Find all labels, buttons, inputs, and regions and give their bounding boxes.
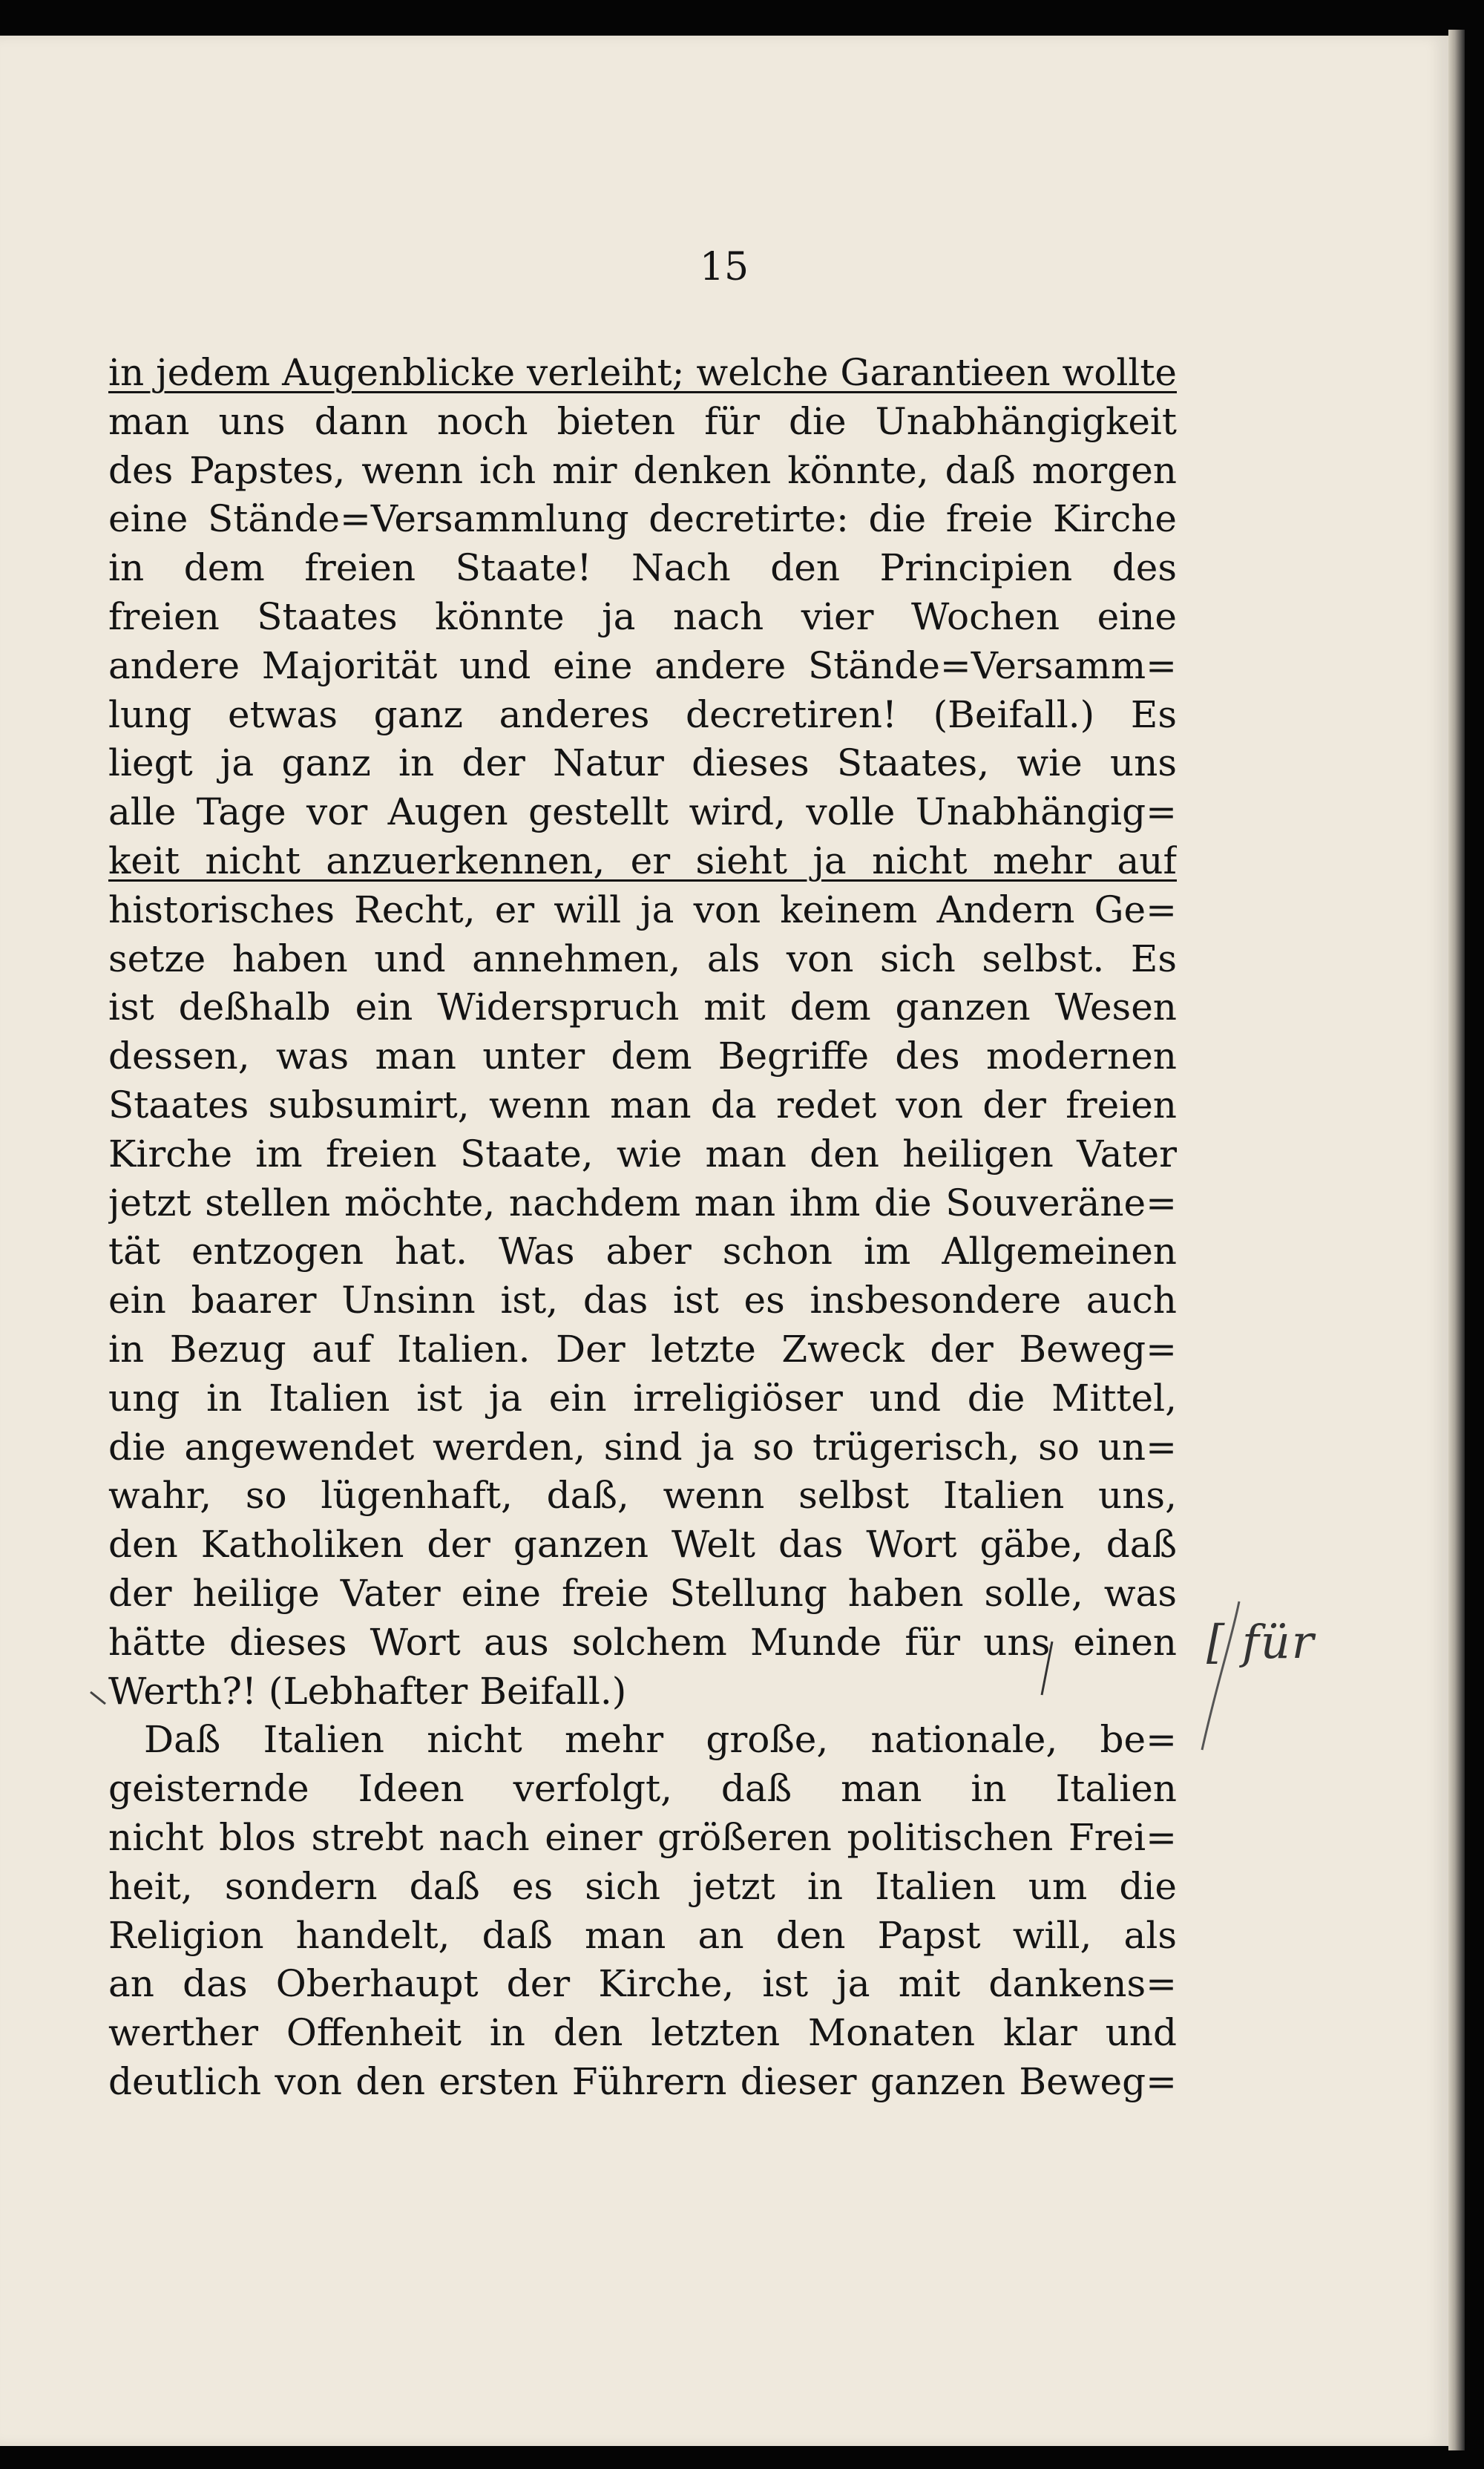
- book-page: [0, 36, 1448, 2446]
- page-number: 15: [699, 245, 749, 289]
- text-line: in Bezug auf Italien. Der letzte Zweck der Beweg=: [108, 1327, 1177, 1371]
- text-line: ein baarer Unsinn ist, das ist es insbesondere auch: [108, 1279, 1177, 1322]
- text-line: lung etwas ganz anderes decretiren! (Beifall.) Es: [108, 692, 1177, 736]
- text-line: der heilige Vater eine freie Stellung haben solle, was: [108, 1571, 1177, 1615]
- text-line: jetzt stellen möchte, nachdem man ihm die Souveräne=: [108, 1181, 1177, 1224]
- text-line: alle Tage vor Augen gestellt wird, volle Unabhängig=: [108, 790, 1177, 834]
- text-line: wahr, so lügenhaft, daß, wenn selbst Italien uns,: [108, 1474, 1177, 1518]
- page-edge: [1448, 30, 1465, 2450]
- text-line: Religion handelt, daß man an den Papst will, als: [108, 1913, 1177, 1957]
- text-line: ist deßhalb ein Widerspruch mit dem ganzen Wesen: [108, 986, 1177, 1029]
- text-line: tät entzogen hat. Was aber schon im Allgemeinen: [108, 1230, 1177, 1273]
- text-line: die angewendet werden, sind ja so trügerisch, so un=: [108, 1425, 1177, 1469]
- text-line: historisches Recht, er will ja von keinem Andern Ge=: [108, 888, 1177, 931]
- text-line: werther Offenheit in den letzten Monaten klar und: [108, 2011, 1177, 2055]
- margin-tick-icon: [88, 1691, 110, 1705]
- text-line: ung in Italien ist ja ein irreligiöser und die Mittel,: [108, 1376, 1177, 1420]
- text-line: hätte dieses Wort aus solchem Munde für uns einen: [108, 1620, 1177, 1664]
- text-line: eine Stände=Versammlung decretirte: die freie Kirche: [108, 497, 1177, 541]
- insertion-mark-icon: [1036, 1639, 1058, 1698]
- text-line: den Katholiken der ganzen Welt das Wort gäbe, daß: [108, 1523, 1177, 1567]
- text-line: andere Majorität und eine andere Stände=Versamm=: [108, 643, 1177, 687]
- text-line: geisternde Ideen verfolgt, daß man in Italien: [108, 1767, 1177, 1811]
- text-line: des Papstes, wenn ich mir denken könnte, daß morgen: [108, 448, 1177, 492]
- text-line: in jedem Augenblicke verleiht; welche Garantieen wollte: [108, 351, 1177, 394]
- margin-pen-stroke-icon: [1187, 1594, 1254, 1757]
- text-line: man uns dann noch bieten für die Unabhängigkeit: [108, 399, 1177, 443]
- handwritten-margin-note: [ für: [1206, 1615, 1316, 1669]
- text-line: Staates subsumirt, wenn man da redet von der freien: [108, 1083, 1177, 1127]
- text-line: an das Oberhaupt der Kirche, ist ja mit dankens=: [108, 1962, 1177, 2006]
- text-line: deutlich von den ersten Führern dieser ganzen Beweg=: [108, 2059, 1177, 2103]
- text-line: Kirche im freien Staate, wie man den heiligen Vater: [108, 1132, 1177, 1176]
- text-line: Werth?! (Lebhafter Beifall.): [108, 1669, 627, 1713]
- text-line: Daß Italien nicht mehr große, nationale, be=: [144, 1718, 1177, 1762]
- text-line: nicht blos strebt nach einer größeren politischen Frei=: [108, 1815, 1177, 1859]
- text-line: keit nicht anzuerkennen, er sieht ja nicht mehr auf: [108, 839, 1177, 882]
- text-line: in dem freien Staate! Nach den Principien des: [108, 546, 1177, 590]
- text-line: liegt ja ganz in der Natur dieses Staates, wie uns: [108, 741, 1177, 785]
- text-line: setze haben und annehmen, als von sich selbst. Es: [108, 937, 1177, 980]
- text-line: freien Staates könnte ja nach vier Wochen eine: [108, 594, 1177, 638]
- text-line: dessen, was man unter dem Begriffe des modernen: [108, 1035, 1177, 1078]
- body-text: [108, 349, 1177, 2107]
- text-line: heit, sondern daß es sich jetzt in Italien um die: [108, 1864, 1177, 1908]
